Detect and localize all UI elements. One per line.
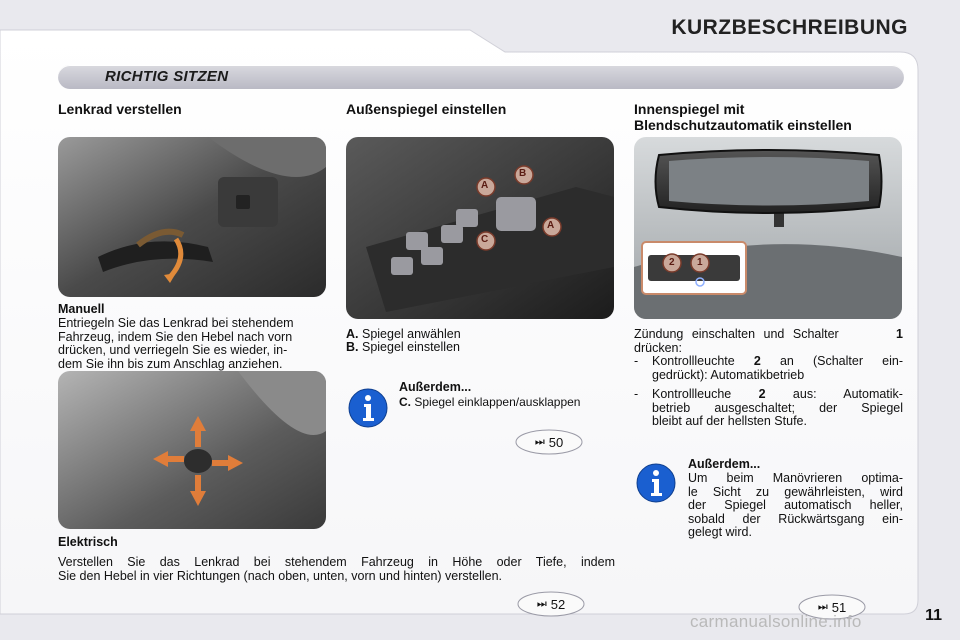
section-title: RICHTIG SITZEN <box>105 68 229 85</box>
page-number: 11 <box>925 607 942 624</box>
legend-text: Spiegel anwählen <box>361 327 461 341</box>
fast-forward-icon: ⏭ <box>534 435 545 448</box>
label-a-right: A <box>547 220 555 231</box>
bullet-line <box>652 355 903 369</box>
bullet-number: 2 <box>753 354 761 368</box>
bullet-text: an (Schalter ein- <box>779 354 903 368</box>
steering-lever-photo <box>58 137 326 297</box>
label-1: 1 <box>697 257 703 268</box>
page-ref-number: 51 <box>831 599 847 615</box>
elektrisch-text <box>58 556 615 583</box>
legend-text: Spiegel einstellen <box>361 340 460 354</box>
manuell-text <box>58 317 326 371</box>
bullet-1: - Kontrollleuchte 2 an (Schalter ein- gedrückt): Automatikbetrieb <box>634 354 903 382</box>
info-line: gelegt wird. <box>688 525 752 539</box>
info-line: der Spiegel automatisch heller, <box>688 498 903 512</box>
info-icon <box>348 388 388 428</box>
label-2: 2 <box>669 257 675 268</box>
info-key: C. <box>399 395 411 409</box>
bullet-number: 2 <box>758 387 766 401</box>
bullet-2: - Kontrollleuche 2 aus: Automatik- betrieb ausgeschaltet; der Spiegel bleibt auf der hellsten Stufe. <box>634 387 903 428</box>
legend-b <box>346 341 460 355</box>
label-c: C <box>481 234 489 245</box>
elektrisch-title: Elektrisch <box>58 535 118 549</box>
page-ref-number: 50 <box>548 434 564 450</box>
legend-key: B. <box>346 340 359 354</box>
heading-line: Blendschutzautomatik einstellen <box>634 117 852 133</box>
heading-line: Innenspiegel mit <box>634 101 745 117</box>
elektrisch-line: Verstellen Sie das Lenkrad bei stehendem Fahrzeug in Höhe oder Tiefe, indem <box>58 555 615 569</box>
page-header-title: KURZBESCHREIBUNG <box>671 16 908 39</box>
info-title: Außerdem... <box>688 457 761 471</box>
info-body: Spiegel einklappen/ausklappen <box>414 395 581 409</box>
info-line: Um beim Manövrieren optima- <box>688 471 903 485</box>
info-line: sobald der Rückwärtsgang ein- <box>688 511 903 526</box>
page-ref-52[interactable] <box>517 591 585 617</box>
info-icon <box>636 463 676 503</box>
innenspiegel-text <box>634 328 903 429</box>
heading-lenkrad: Lenkrad verstellen <box>58 101 182 117</box>
bullet-text: aus: Automatik- <box>792 387 903 401</box>
page-ref-50[interactable] <box>515 429 583 455</box>
legend-key: A. <box>346 327 359 341</box>
label-b: B <box>519 168 527 179</box>
page-ref-number: 52 <box>550 596 566 612</box>
bullet-line <box>652 388 903 402</box>
fast-forward-icon: ⏭ <box>817 600 828 613</box>
manuell-title: Manuell <box>58 302 105 316</box>
watermark: carmanualsonline.info <box>690 612 862 631</box>
rearview-mirror-photo <box>634 137 902 319</box>
intro-line <box>634 328 903 342</box>
mirror-control-photo <box>346 137 614 319</box>
manuell-line: drücken, und verriegeln Sie es wieder, in- <box>58 343 288 357</box>
bullet-text: Kontrollleuchte <box>652 354 735 368</box>
manuell-line: Entriegeln Sie das Lenkrad bei stehendem <box>58 316 294 330</box>
bullet-line: gedrückt): Automatikbetrieb <box>652 367 805 382</box>
bullet-line: bleibt auf der hellsten Stufe. <box>652 414 807 428</box>
intro-text: Zündung einschalten und Schalter <box>634 327 839 341</box>
bullet-line: betrieb ausgeschaltet; der Spiegel <box>652 400 903 415</box>
info-line: le Sicht zu gewährleisten, wird <box>688 484 903 499</box>
electric-adjuster-photo <box>58 371 326 529</box>
intro-line: drücken: <box>634 340 682 355</box>
info-text <box>399 396 580 410</box>
switch-number: 1 <box>896 327 903 341</box>
info-title: Außerdem... <box>399 380 472 394</box>
label-a-left: A <box>481 180 489 191</box>
info-text <box>688 472 903 540</box>
elektrisch-line: Sie den Hebel in vier Richtungen (nach oben, unten, vorn und hinten) verstellen. <box>58 568 503 583</box>
manuell-line: dem Sie ihn bis zum Anschlag anziehen. <box>58 356 283 371</box>
fast-forward-icon: ⏭ <box>536 597 547 610</box>
heading-innenspiegel <box>634 101 852 133</box>
heading-aussenspiegel: Außenspiegel einstellen <box>346 101 507 117</box>
bullet-text: Kontrollleuche <box>652 387 732 401</box>
manuell-line: Fahrzeug, indem Sie den Hebel nach vorn <box>58 329 293 344</box>
